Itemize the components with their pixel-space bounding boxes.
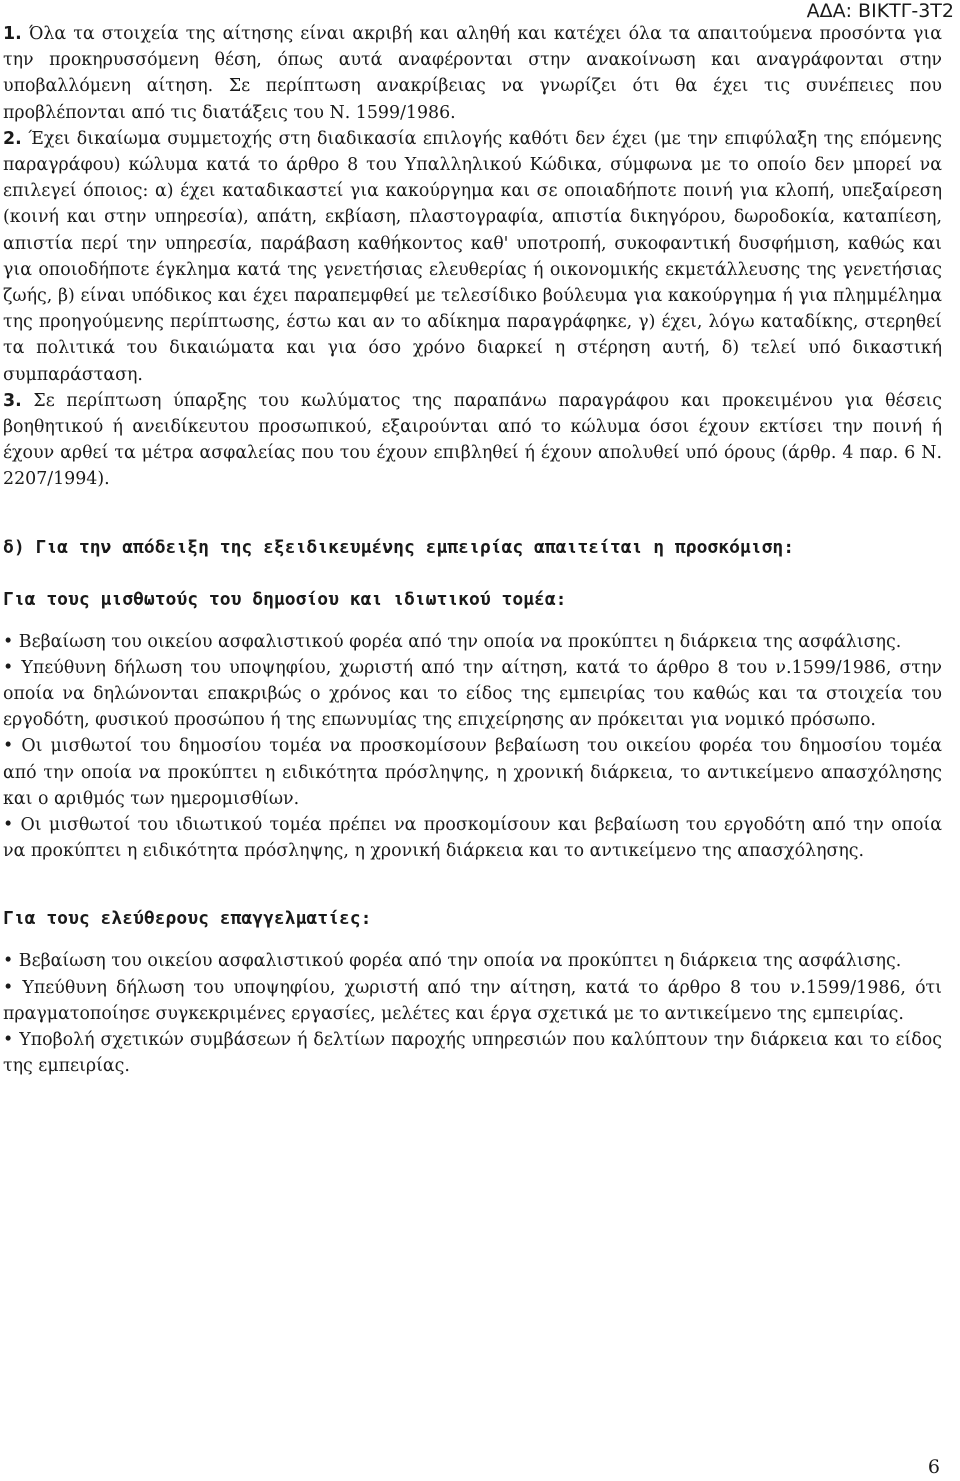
list-item (3, 629, 942, 655)
paragraph-number: 1. (3, 24, 22, 44)
page-number: 6 (927, 1456, 940, 1478)
bullet-icon: • (3, 736, 14, 757)
spacer (3, 613, 942, 629)
paragraph-text: Σε περίπτωση ύπαρξης του κωλύματος της παραπάνω παραγράφου και προκειμένου για θέσεις βοηθητικού ή ανειδίκευτου προσωπικού, εξαιρούνται από το κώλυμα όσοι έχουν εκτίσει την ποινή ή έχουν αρθεί τα μέτρα ασφαλείας που του έχουν επιβληθεί ή έχουν απολυθεί υπό όρους (άρθρ. 4 παρ. 6 Ν. 2207/1994). (3, 390, 942, 490)
document-body (3, 21, 942, 1080)
paragraph-3 (3, 388, 942, 493)
spacer (3, 493, 942, 535)
list-item-text: Υπεύθυνη δήλωση του υποψηφίου, χωριστή από την αίτηση, κατά το άρθρο 8 του ν.1599/1986, ότι πραγματοποίησε συγκεκριμένες εργασίες, μελέτες και έργα σχετικά με το αντικείμενο της εμπειρίας. (3, 977, 942, 1024)
bullet-icon: • (3, 951, 14, 972)
bullet-icon: • (3, 1030, 14, 1051)
list-item-text: Οι μισθωτοί του ιδιωτικού τομέα πρέπει να προσκομίσουν και βεβαίωση του εργοδότη από την οποία να προκύπτει η ειδικότητα πρόσληψης, η χρονική διάρκεια και το αντικείμενο της απασχόλησης. (3, 815, 942, 862)
list-item-text: Υπεύθυνη δήλωση του υποψηφίου, χωριστή από την αίτηση, κατά το άρθρο 8 του ν.1599/1986, στην οποία να δηλώνονται επακριβώς ο χρόνος και το είδος της εμπειρίας του καθώς και τα στοιχεία του εργοδότη, φυσικού προσώπου ή της επωνυμίας της επιχείρησης αν πρόκειται για νομικό πρόσωπο. (3, 657, 942, 731)
list-item (3, 948, 942, 974)
list-item (3, 733, 942, 812)
list-item-text: Οι μισθωτοί του δημοσίου τομέα να προσκομίσουν βεβαίωση του οικείου φορέα του δημοσίου τομέα από την οποία να προκύπτει η ειδικότητα πρόσληψης, η χρονική διάρκεια, το αντικείμενο απασχόλησης και ο αριθμός των ημερομισθίων. (3, 736, 942, 809)
paragraph-number: 2. (3, 128, 22, 149)
list-item (3, 1027, 942, 1079)
ada-code: ΑΔΑ: ΒΙΚΤΓ-3Τ2 (806, 0, 954, 22)
employees-heading: Για τους μισθωτούς του δημοσίου και ιδιωτικού τομέα: (3, 588, 567, 610)
spacer (3, 932, 942, 948)
paragraph-1 (3, 21, 942, 126)
section-d-heading: δ) Για την απόδειξη της εξειδικευμένης εμπειρίας απαιτείται η προσκόμιση: (3, 536, 795, 558)
bullet-icon: • (3, 631, 14, 652)
list-item (3, 812, 942, 864)
list-item-text: Υποβολή σχετικών συμβάσεων ή δελτίων παροχής υπηρεσιών που καλύπτουν την διάρκεια και το είδος της εμπειρίας. (3, 1030, 942, 1077)
bullet-icon: • (3, 657, 14, 678)
list-item (3, 975, 942, 1027)
freelancers-heading: Για τους ελεύθερους επαγγελματίες: (3, 908, 372, 930)
list-item (3, 655, 942, 734)
bullet-icon: • (3, 815, 14, 836)
paragraph-text: Όλα τα στοιχεία της αίτησης είναι ακριβή και αληθή και κατέχει όλα τα απαιτούμενα προσόντα για την προκηρυσσόμενη θέση, όπως αυτά αναφέρονται στην ανακοίνωση και αναγράφονται στην υποβαλλόμενη αίτηση. Σε περίπτωση ανακρίβειας να γνωρίζει ότι θα έχει τις συνέπειες που προβλέπονται από τις διατάξεις του Ν. 1599/1986. (3, 24, 942, 123)
list-item-text: Βεβαίωση του οικείου ασφαλιστικού φορέα από την οποία να προκύπτει η διάρκεια της ασφάλισης. (13, 951, 902, 972)
spacer (3, 864, 942, 906)
list-item-text: Βεβαίωση του οικείου ασφαλιστικού φορέα από την οποία να προκύπτει η διάρκεια της ασφάλισης. (13, 631, 902, 652)
paragraph-text: Έχει δικαίωμα συμμετοχής στη διαδικασία επιλογής καθότι δεν έχει (με την επιφύλαξη της επόμενης παραγράφου) κώλυμα κατά το άρθρο 8 του Υπαλληλικού Κώδικα, σύμφωνα με το οποίο δεν μπορεί να επιλεγεί όποιος: α) έχει καταδικαστεί για κακούργημα και σε οποιαδήποτε ποινή για κλοπή, υπεξαίρεση (κοινή και στην υπηρεσία), απάτη, εκβίαση, πλαστογραφία, απιστία δικηγόρου, δωροδοκία, καταπίεση, απιστία περί την υπηρεσία, παράβαση καθήκοντος καθ' υποτροπή, συκοφαντική δυσφήμιση, καθώς και για οποιοδήποτε έγκλημα κατά της γενετήσιας ελευθερίας ή οικονομικής εκμετάλλευσης της γενετήσιας ζωής, β) είναι υπόδικος και έχει παραπεμφθεί με τελεσίδικο βούλευμα για κακούργημα ή για πλημμέλημα της προηγούμενης περίπτωσης, έστω και αν το αδίκημα παραγράφηκε, γ) έχει, λόγω καταδίκης, στερηθεί τα πολιτικά του δικαιώματα και για όσο χρόνο διαρκεί η στέρηση αυτή, δ) τελεί υπό δικαστική συμπαράσταση. (3, 128, 942, 385)
bullet-icon: • (3, 977, 14, 998)
spacer (3, 561, 942, 587)
paragraph-2 (3, 126, 942, 388)
paragraph-number: 3. (3, 390, 22, 411)
